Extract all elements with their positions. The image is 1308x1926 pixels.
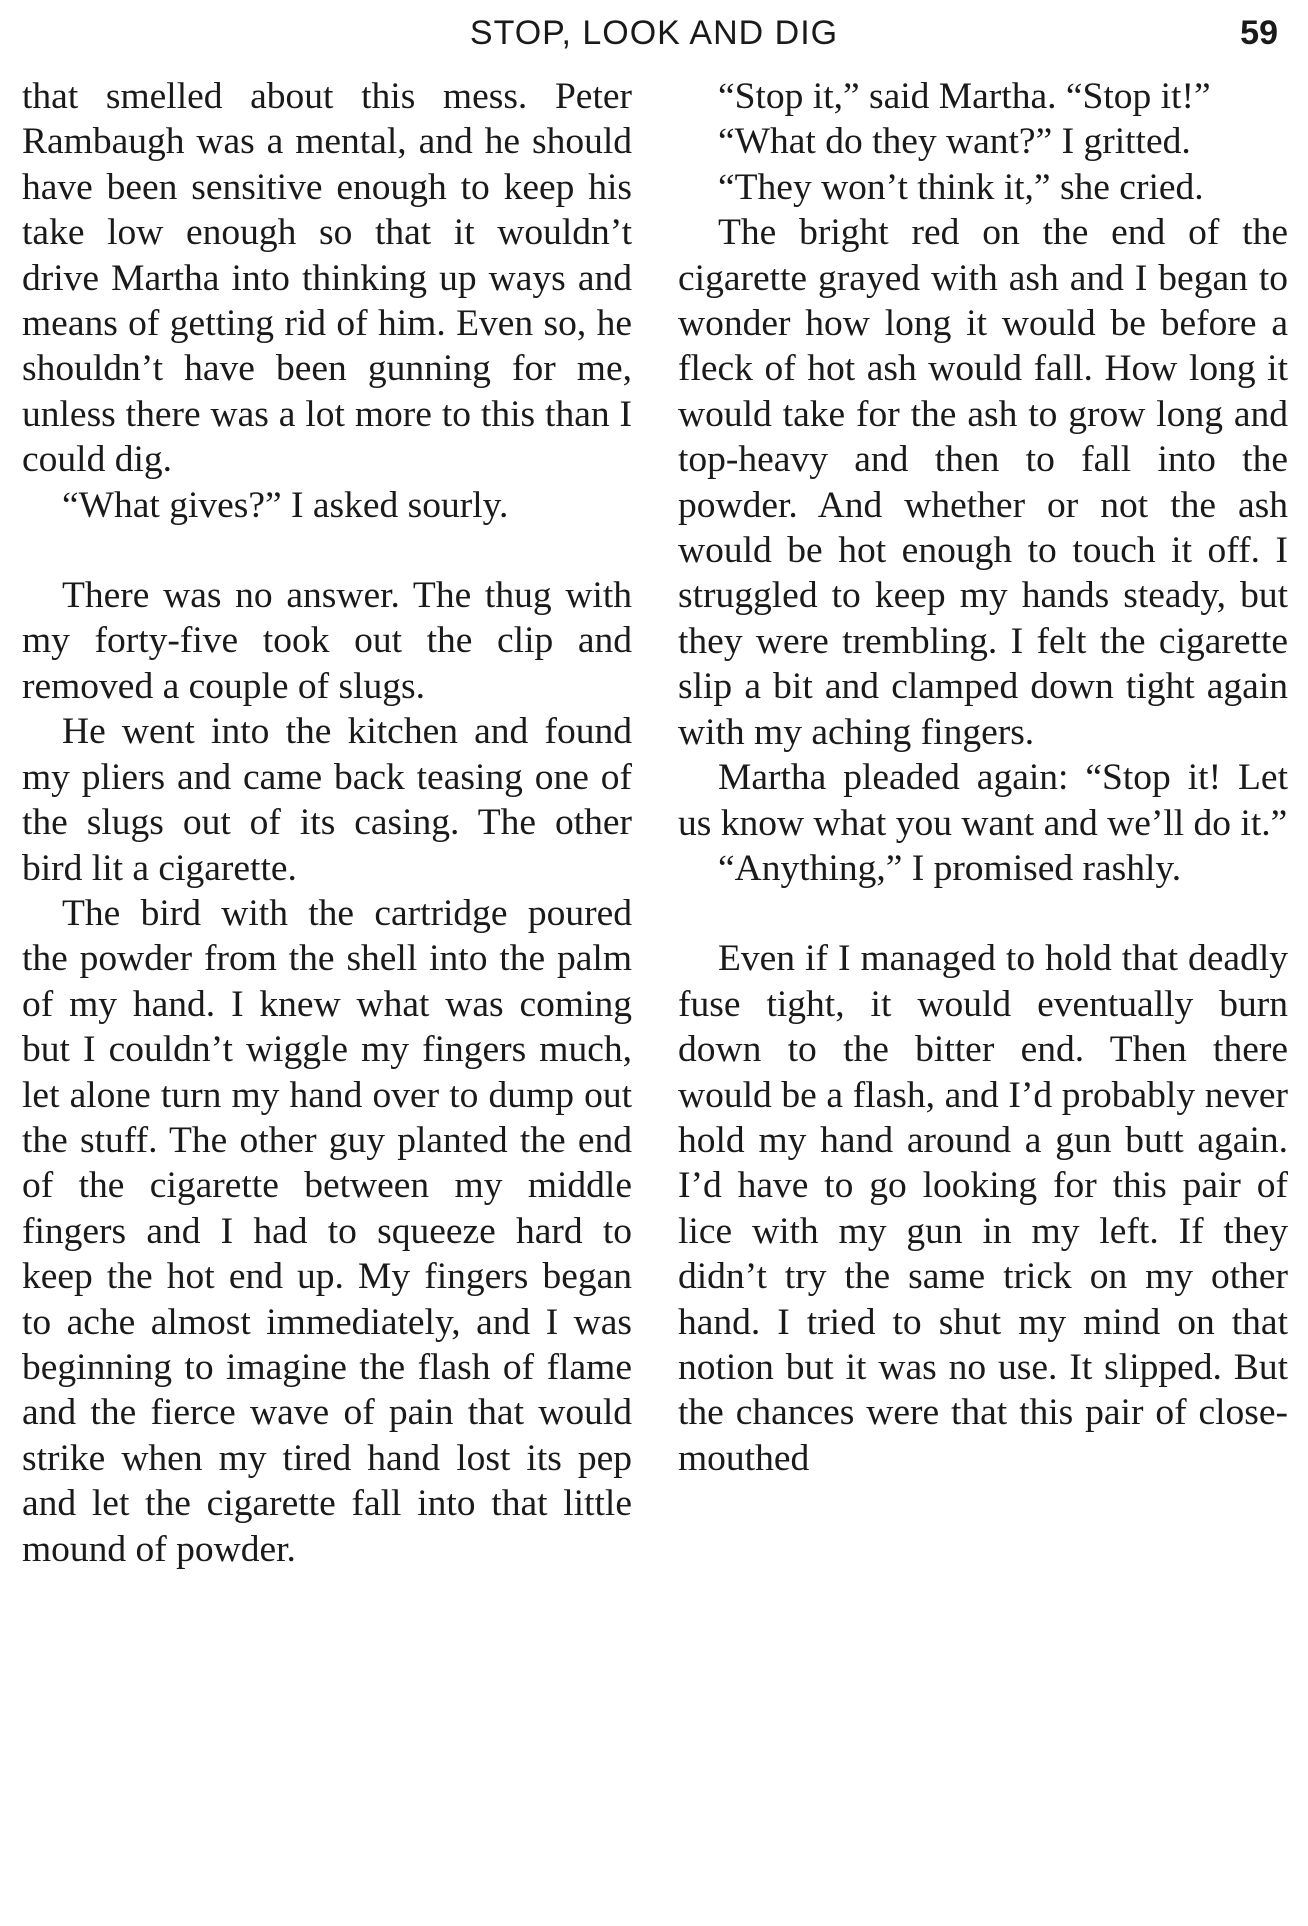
paragraph: The bright red on the end of the cigarette grayed with ash and I began to wonder how long it would be before a fleck of hot ash would fall. How long it would take for the ash to grow long and top-heavy and then to fall into the powder. And whether or not the ash would be hot enough to touch it off. I struggled to keep my hands steady, but they were trembling. I felt the cigarette slip a bit and clamped down tight again with my aching fingers. — [678, 212, 1288, 753]
paragraph: “Stop it,” said Martha. “Stop it!” — [718, 76, 1211, 117]
paragraph: The bird with the cartridge poured the powder from the shell into the palm of my hand. I knew what was coming but I couldn’t wiggle my fingers much, let alone turn my hand over to dump out the stuff. The other guy planted the end of the cigarette between my middle fingers and I had to squeeze hard to keep the hot end up. My fingers began to ache almost immediately, and I was beginning to imagine the flash of flame and the fierce wave of pain that would strike when my tired hand lost its pep and let the cigarette fall into that little mound of powder. — [22, 892, 632, 1570]
paragraph: that smelled about this mess. Peter Rambaugh was a mental, and he should have been sensitive enough to keep his take low enough so that it wouldn’t drive Martha into thinking up ways and means of getting rid of him. Even so, he shouldn’t have been gunning for me, unless there was a lot more to this than I could dig. — [22, 76, 632, 481]
running-head — [0, 14, 1308, 58]
left-column — [22, 74, 632, 1572]
paragraph: There was no answer. The thug with my forty-five took out the clip and removed a couple of slugs. — [22, 575, 632, 707]
paragraph: He went into the kitchen and found my pliers and came back teasing one of the slugs out of its casing. The other bird lit a cigarette. — [22, 711, 632, 889]
paragraph: “What do they want?” I gritted. — [718, 121, 1191, 163]
paragraph: “Anything,” I promised rashly. — [718, 847, 1182, 889]
paragraph: “They won’t think it,” she cried. — [718, 166, 1204, 208]
right-column — [678, 74, 1288, 1481]
page-number: 59 — [1240, 14, 1278, 52]
running-title: STOP, LOOK AND DIG — [469, 14, 839, 52]
paragraph: Martha pleaded again: “Stop it! Let us know what you want and we’ll do it.” — [678, 757, 1288, 844]
paragraph: Even if I managed to hold that deadly fuse tight, it would eventually burn down to the bitter end. Then there would be a flash, and I’d probably never hold my hand around a gun butt again. I’d have to go looking for this pair of lice with my gun in my left. If they didn’t try the same trick on my other hand. I tried to shut my mind on that notion but it was no use. It slipped. But the chances were that this pair of close-mouthed — [678, 938, 1288, 1479]
paragraph: “What gives?” I asked sourly. — [62, 484, 509, 526]
